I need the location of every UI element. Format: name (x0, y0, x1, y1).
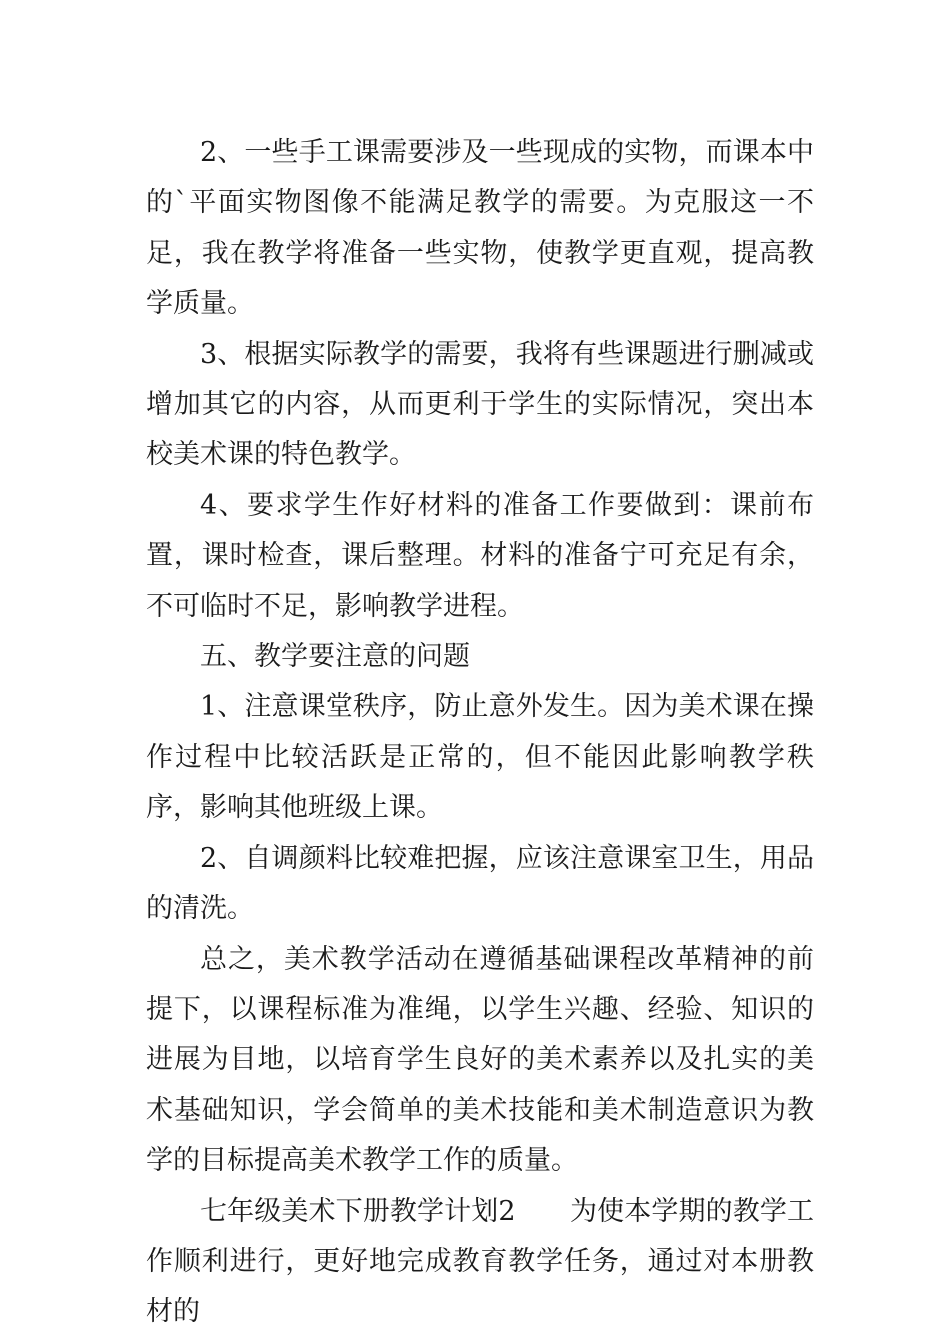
paragraph-2: 3、根据实际教学的需要，我将有些课题进行删减或增加其它的内容，从而更利于学生的实际情况，突出本校美术课的特色教学。 (146, 338, 814, 471)
paragraph-1: 2、一些手工课需要涉及一些现成的实物，而课本中的`平面实物图像不能满足教学的需要。为克服这一不足，我在教学将准备一些实物，使教学更直观，提高教学质量。 (146, 137, 814, 320)
document-body (146, 128, 814, 1338)
paragraph-3: 4、要求学生作好材料的准备工作要做到：课前布置，课时检查，课后整理。材料的准备宁可充足有余，不可临时不足，影响教学进程。 (146, 489, 814, 622)
paragraph-plan-2: 七年级美术下册教学计划2 为使本学期的教学工作顺利进行，更好地完成教育教学任务，通过对本册教材的 (146, 1195, 814, 1328)
paragraph-summary: 总之，美术教学活动在遵循基础课程改革精神的前提下，以课程标准为准绳，以学生兴趣、经验、知识的进展为目地，以培育学生良好的美术素养以及扎实的美术基础知识，学会简单的美术技能和美术制造意识为教学的目标提高美术教学工作的质量。 (146, 943, 814, 1177)
paragraph-4: 1、注意课堂秩序，防止意外发生。因为美术课在操作过程中比较活跃是正常的，但不能因此影响教学秩序，影响其他班级上课。 (146, 691, 814, 824)
paragraph-5: 2、自调颜料比较难把握，应该注意课室卫生，用品的清洗。 (146, 842, 814, 925)
section-heading: 五、教学要注意的问题 (200, 641, 470, 673)
